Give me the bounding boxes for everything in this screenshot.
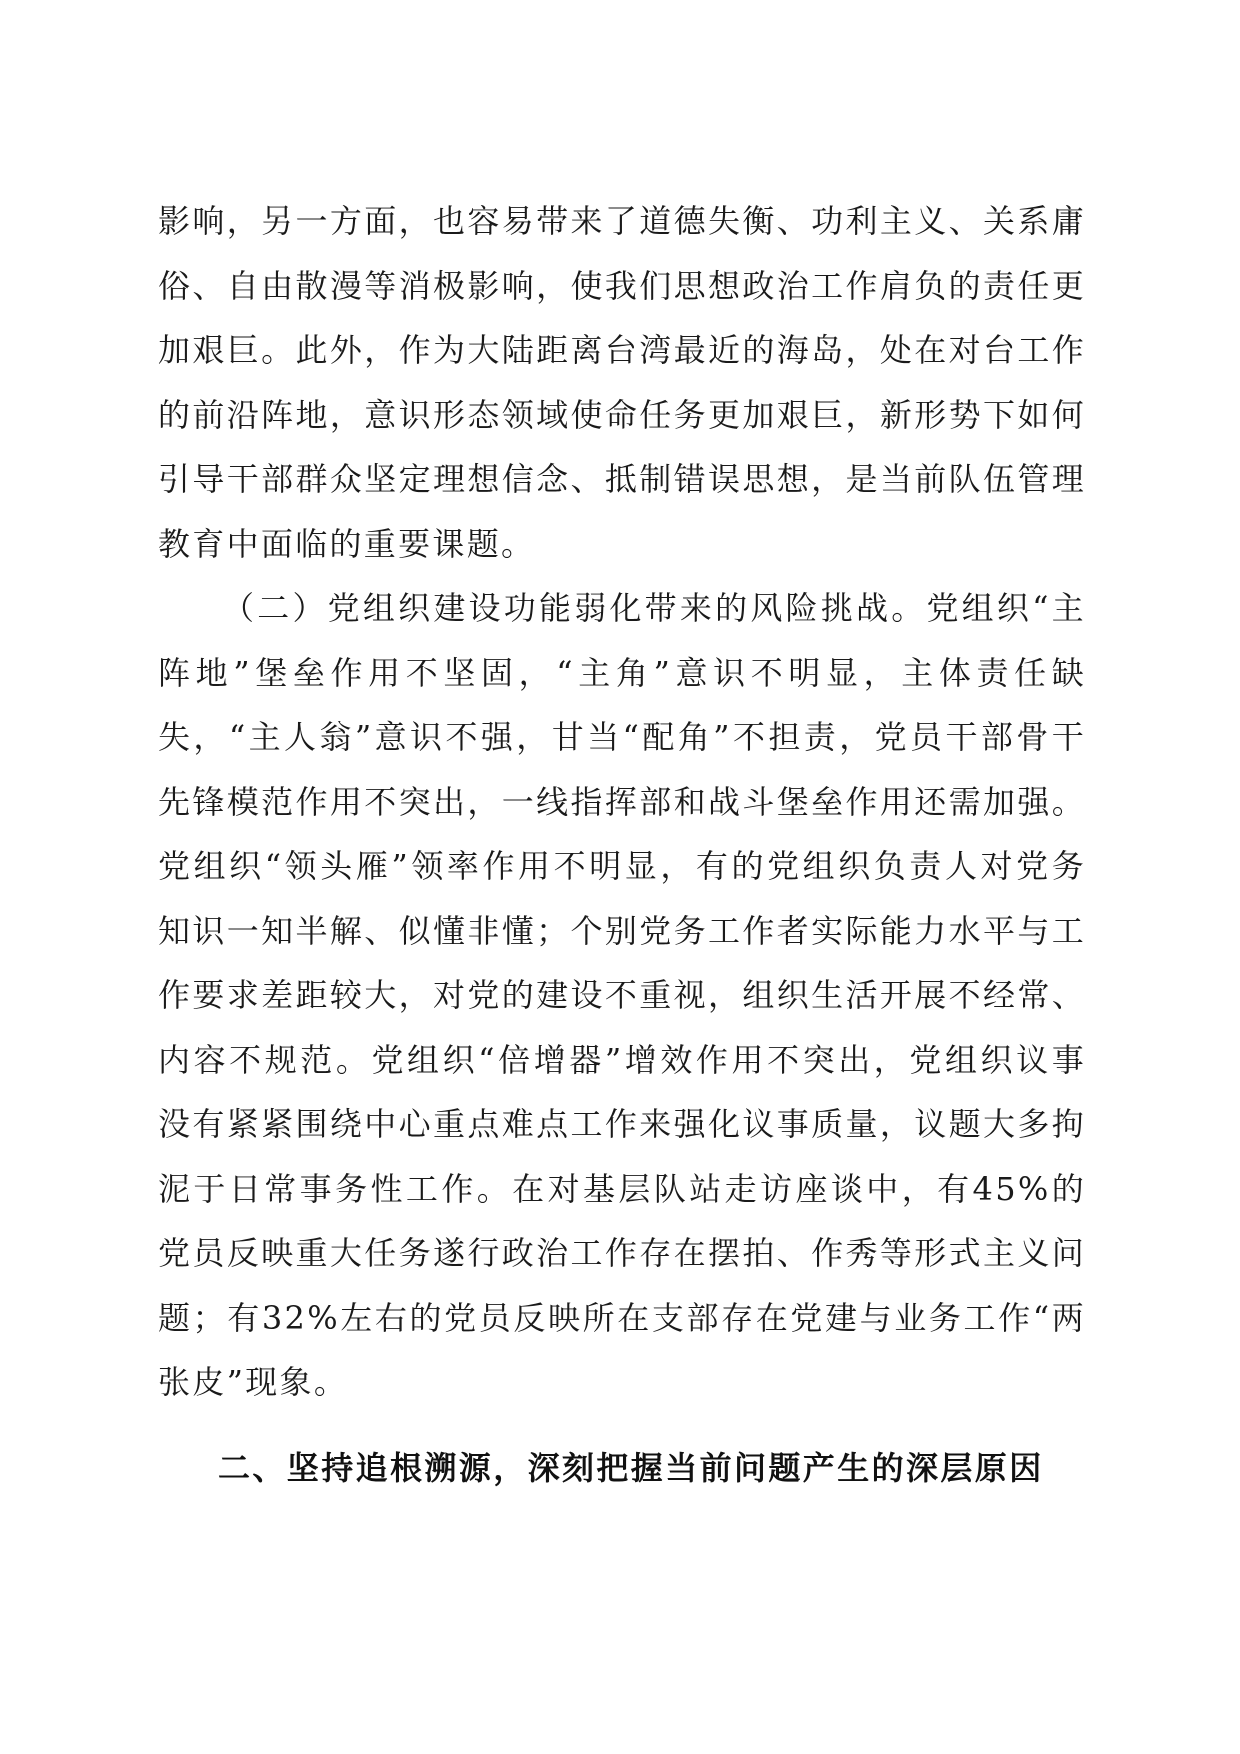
paragraph-continuation: 影响，另一方面，也容易带来了道德失衡、功利主义、关系庸俗、自由散漫等消极影响，使我们思想政治工作肩负的责任更加艰巨。此外，作为大陆距离台湾最近的海岛，处在对台工作的前沿阵地，意识形态领域使命任务更加艰巨，新形势下如何引导干部群众坚定理想信念、抵制错误思想，是当前队伍管理教育中面临的重要课题。 [158,202,1086,563]
body-text [158,189,1086,1415]
paragraph-party-organization-risks: （二）党组织建设功能弱化带来的风险挑战。党组织“主阵地”堡垒作用不坚固，“主角”意识不明显，主体责任缺失，“主人翁”意识不强，甘当“配角”不担责，党员干部骨干先锋模范作用不突出，一线指挥部和战斗堡垒作用还需加强。党组织“领头雁”领率作用不明显，有的党组织负责人对党务知识一知半解、似懂非懂；个别党务工作者实际能力水平与工作要求差距较大，对党的建设不重视，组织生活开展不经常、内容不规范。党组织“倍增器”增效作用不突出，党组织议事没有紧紧围绕中心重点难点工作来强化议事质量，议题大多拘泥于日常事务性工作。在对基层队站走访座谈中，有45%的党员反映重大任务遂行政治工作存在摆拍、作秀等形式主义问题；有32%左右的党员反映所在支部存在党建与业务工作“两张皮”现象。 [158,589,1086,1401]
section-heading: 二、坚持追根溯源，深刻把握当前问题产生的深层原因 [218,1449,1044,1487]
